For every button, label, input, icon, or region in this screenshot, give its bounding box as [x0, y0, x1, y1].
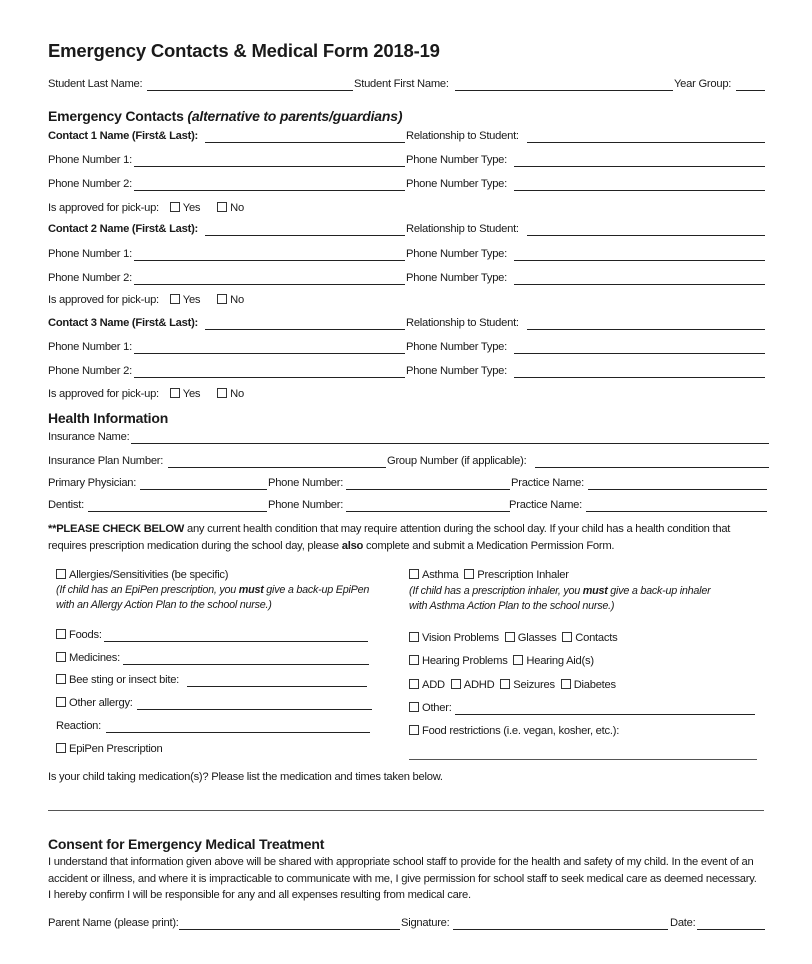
- contact-2-name-label: Contact 2 Name (First& Last):: [48, 223, 199, 235]
- contact-1-name-field[interactable]: [205, 142, 405, 143]
- parent-name-field[interactable]: [179, 929, 400, 930]
- vision-row: [409, 632, 617, 644]
- contact-1-relationship-label: Relationship to Student:: [406, 130, 519, 142]
- contact-2-phone2-type-field[interactable]: [514, 284, 765, 285]
- hearing-aid-option[interactable]: Hearing Aid(s): [513, 655, 593, 667]
- pickup-label: Is approved for pick-up:: [48, 388, 159, 400]
- pickup-label: Is approved for pick-up:: [48, 202, 159, 214]
- contact-3-phone1-label: Phone Number 1:: [48, 341, 132, 353]
- foods-option[interactable]: Foods:: [56, 629, 102, 641]
- contact-2-phone1-field[interactable]: [134, 260, 405, 261]
- consent-heading: Consent for Emergency Medical Treatment: [48, 836, 325, 852]
- contact-1-phone2-type-label: Phone Number Type:: [406, 178, 508, 190]
- pickup-yes-option[interactable]: Yes: [170, 294, 201, 306]
- contact-3-phone1-type-label: Phone Number Type:: [406, 341, 508, 353]
- contact-1-phone2-label: Phone Number 2:: [48, 178, 132, 190]
- add-option[interactable]: ADD: [409, 679, 445, 691]
- allergies-note: (If child has an EpiPen prescription, you must give a back-up EpiPen with an Allergy Action Plan to the school nurse.): [56, 584, 370, 611]
- pickup-yes-option[interactable]: Yes: [170, 202, 201, 214]
- reaction-label: Reaction:: [56, 720, 102, 732]
- checkbox-icon[interactable]: [505, 632, 515, 642]
- food-restrictions-field[interactable]: [409, 759, 757, 760]
- contact-3-phone1-type-field[interactable]: [514, 353, 765, 354]
- physician-phone-field[interactable]: [346, 489, 510, 490]
- physician-phone-label: Phone Number:: [268, 477, 344, 489]
- checkbox-icon[interactable]: [561, 679, 571, 689]
- physician-practice-label: Practice Name:: [511, 477, 584, 489]
- checkbox-icon[interactable]: [56, 629, 66, 639]
- contact-1-phone2-field[interactable]: [134, 190, 405, 191]
- checkbox-icon[interactable]: [56, 674, 66, 684]
- contact-3-relationship-label: Relationship to Student:: [406, 317, 519, 329]
- asthma-row: [409, 569, 569, 581]
- epipen-option[interactable]: EpiPen Prescription: [56, 743, 163, 755]
- contact-2-name-field[interactable]: [205, 235, 405, 236]
- other-allergy-option[interactable]: Other allergy:: [56, 697, 133, 709]
- contact-3-name-field[interactable]: [205, 329, 405, 330]
- emergency-contacts-heading: Emergency Contacts (alternative to parents/guardians): [48, 108, 403, 124]
- parent-name-label: Parent Name (please print):: [48, 917, 179, 929]
- food-restrictions-option[interactable]: Food restrictions (i.e. vegan, kosher, etc.):: [409, 725, 619, 737]
- bee-sting-field[interactable]: [187, 686, 367, 687]
- medication-field[interactable]: [48, 810, 764, 811]
- inhaler-option[interactable]: Prescription Inhaler: [464, 569, 568, 581]
- year-group-field[interactable]: [736, 90, 765, 91]
- student-last-name-field[interactable]: [147, 90, 353, 91]
- contact-2-phone2-label: Phone Number 2:: [48, 272, 132, 284]
- allergies-option[interactable]: Allergies/Sensitivities (be specific): [56, 569, 228, 581]
- other-allergy-field[interactable]: [137, 709, 372, 710]
- contact-1-pickup-row: [48, 202, 244, 214]
- health-information-heading: Health Information: [48, 410, 169, 426]
- checkbox-icon[interactable]: [500, 679, 510, 689]
- check-instructions: **PLEASE CHECK BELOW any current health condition that may require attention during the school day. If your child has a health condition that requires prescription medication during the school day, please also complete and submit a Medication Permission Form.: [48, 523, 731, 552]
- signature-label: Signature:: [401, 917, 450, 929]
- form-title: Emergency Contacts & Medical Form 2018-19: [48, 40, 440, 61]
- contact-3-pickup-row: [48, 388, 244, 400]
- contact-3-phone2-type-label: Phone Number Type:: [406, 365, 508, 377]
- other-condition-field[interactable]: [455, 714, 755, 715]
- checkbox-icon[interactable]: [409, 725, 419, 735]
- contact-3-relationship-field[interactable]: [527, 329, 765, 330]
- contact-1-phone2-type-field[interactable]: [514, 190, 765, 191]
- contact-1-phone1-type-field[interactable]: [514, 166, 765, 167]
- contact-3-phone1-field[interactable]: [134, 353, 405, 354]
- contact-1-name-label: Contact 1 Name (First& Last):: [48, 130, 199, 142]
- hearing-row: [409, 655, 594, 667]
- checkbox-icon[interactable]: [409, 679, 419, 689]
- pickup-no-option[interactable]: No: [217, 202, 244, 214]
- vision-option[interactable]: Vision Problems: [409, 632, 499, 644]
- contact-1-relationship-field[interactable]: [527, 142, 765, 143]
- contact-1-phone1-label: Phone Number 1:: [48, 154, 132, 166]
- checkbox-icon[interactable]: [409, 655, 419, 665]
- pickup-label: Is approved for pick-up:: [48, 294, 159, 306]
- contact-2-phone2-type-label: Phone Number Type:: [406, 272, 508, 284]
- insurance-name-label: Insurance Name:: [48, 431, 130, 443]
- dentist-label: Dentist:: [48, 499, 84, 511]
- student-last-name-label: Student Last Name:: [48, 78, 143, 90]
- dentist-phone-label: Phone Number:: [268, 499, 344, 511]
- medicines-field[interactable]: [123, 664, 369, 665]
- checkbox-icon[interactable]: [217, 202, 227, 212]
- contact-1-phone1-type-label: Phone Number Type:: [406, 154, 508, 166]
- bee-sting-option[interactable]: Bee sting or insect bite:: [56, 674, 179, 686]
- contact-2-phone1-type-field[interactable]: [514, 260, 765, 261]
- date-field[interactable]: [697, 929, 765, 930]
- checkbox-icon[interactable]: [217, 294, 227, 304]
- checkbox-icon[interactable]: [56, 743, 66, 753]
- contact-2-phone2-field[interactable]: [134, 284, 405, 285]
- checkbox-icon[interactable]: [170, 294, 180, 304]
- checkbox-icon[interactable]: [562, 632, 572, 642]
- dentist-phone-field[interactable]: [346, 511, 510, 512]
- checkbox-icon[interactable]: [56, 697, 66, 707]
- student-first-name-label: Student First Name:: [354, 78, 449, 90]
- contacts-option[interactable]: Contacts: [562, 632, 617, 644]
- date-label: Date:: [670, 917, 696, 929]
- contact-2-relationship-label: Relationship to Student:: [406, 223, 519, 235]
- contact-2-pickup-row: [48, 294, 244, 306]
- asthma-option[interactable]: Asthma: [409, 569, 458, 581]
- checkbox-icon[interactable]: [56, 569, 66, 579]
- pickup-no-option[interactable]: No: [217, 294, 244, 306]
- contact-2-relationship-field[interactable]: [527, 235, 765, 236]
- dentist-practice-field[interactable]: [586, 511, 767, 512]
- medicines-option[interactable]: Medicines:: [56, 652, 120, 664]
- other-condition-option[interactable]: Other:: [409, 702, 452, 714]
- contact-3-phone2-field[interactable]: [134, 377, 405, 378]
- conditions-row: [409, 679, 616, 691]
- reaction-field[interactable]: [106, 732, 370, 733]
- checkbox-icon[interactable]: [170, 202, 180, 212]
- physician-practice-field[interactable]: [588, 489, 767, 490]
- group-number-field[interactable]: [535, 467, 769, 468]
- adhd-option[interactable]: ADHD: [451, 679, 495, 691]
- student-first-name-field[interactable]: [455, 90, 673, 91]
- checkbox-icon[interactable]: [217, 388, 227, 398]
- checkbox-icon[interactable]: [464, 569, 474, 579]
- dentist-practice-label: Practice Name:: [509, 499, 582, 511]
- insurance-plan-number-label: Insurance Plan Number:: [48, 455, 164, 467]
- contact-3-name-label: Contact 3 Name (First& Last):: [48, 317, 199, 329]
- pickup-yes-option[interactable]: Yes: [170, 388, 201, 400]
- contact-3-phone2-label: Phone Number 2:: [48, 365, 132, 377]
- checkbox-icon[interactable]: [409, 702, 419, 712]
- checkbox-icon[interactable]: [56, 652, 66, 662]
- insurance-plan-number-field[interactable]: [168, 467, 386, 468]
- contact-1-phone1-field[interactable]: [134, 166, 405, 167]
- seizures-option[interactable]: Seizures: [500, 679, 555, 691]
- contact-3-phone2-type-field[interactable]: [514, 377, 765, 378]
- year-group-label: Year Group:: [674, 78, 732, 90]
- primary-physician-field[interactable]: [140, 489, 267, 490]
- hearing-option[interactable]: Hearing Problems: [409, 655, 508, 667]
- insurance-name-field[interactable]: [131, 443, 769, 444]
- primary-physician-label: Primary Physician:: [48, 477, 137, 489]
- medication-question: Is your child taking medication(s)? Please list the medication and times taken below.: [48, 771, 443, 783]
- glasses-option[interactable]: Glasses: [505, 632, 557, 644]
- foods-field[interactable]: [104, 641, 368, 642]
- checkbox-icon[interactable]: [170, 388, 180, 398]
- diabetes-option[interactable]: Diabetes: [561, 679, 616, 691]
- checkbox-icon[interactable]: [513, 655, 523, 665]
- contact-2-phone1-type-label: Phone Number Type:: [406, 248, 508, 260]
- group-number-label: Group Number (if applicable):: [387, 455, 527, 467]
- asthma-note: (If child has a prescription inhaler, you must give a back-up inhaler with Asthma Action Plan to the school nurse.): [409, 585, 711, 612]
- dentist-field[interactable]: [88, 511, 267, 512]
- pickup-no-option[interactable]: No: [217, 388, 244, 400]
- consent-text: I understand that information given above will be shared with appropriate school staff to provide for the health and safety of my child. In the event of an accident or illness, and where it is impracticable to communicate with me, I give permission for school staff to seek medical care as deemed necessary. I hereby confirm I will be responsible for any and all expenses resulting from medical care.: [48, 856, 757, 901]
- checkbox-icon[interactable]: [409, 569, 419, 579]
- signature-field[interactable]: [453, 929, 668, 930]
- contact-2-phone1-label: Phone Number 1:: [48, 248, 132, 260]
- checkbox-icon[interactable]: [451, 679, 461, 689]
- checkbox-icon[interactable]: [409, 632, 419, 642]
